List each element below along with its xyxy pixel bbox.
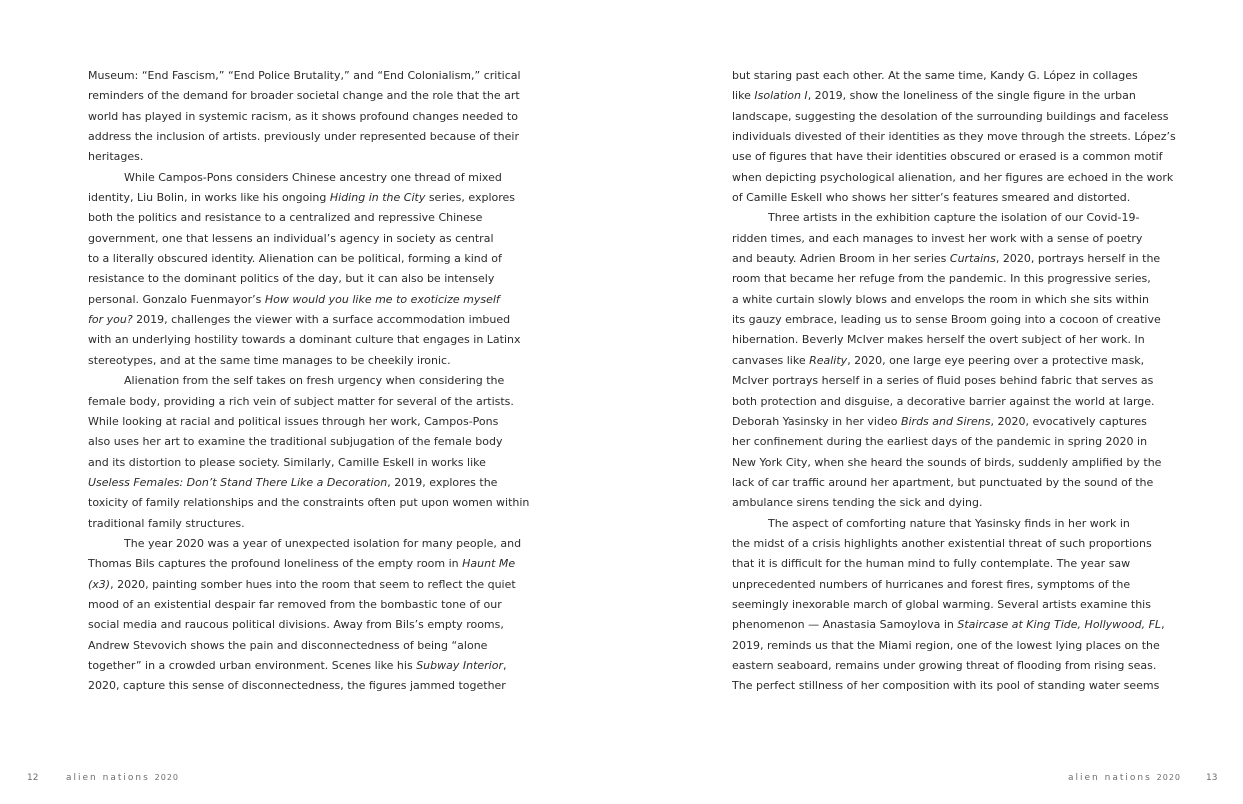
text-line: when depicting psychological alienation, and her figures are echoed in the work — [732, 170, 1174, 184]
text-line: 2020, capture this sense of disconnectedness, the figures jammed together — [88, 679, 506, 693]
text-line: Three artists in the exhibition capture the isolation of our Covid-19- — [768, 211, 1140, 225]
right-page-number: 13 — [1206, 773, 1218, 783]
text-line: ambulance sirens tending the sick and dying. — [732, 496, 983, 510]
text-line: and its distortion to please society. Similarly, Camille Eskell in works like — [88, 455, 486, 469]
text-line: hibernation. Beverly McIver makes herself the overt subject of her work. In — [732, 333, 1145, 347]
text-line: The aspect of comforting nature that Yasinsky finds in her work in — [768, 516, 1130, 530]
text-line: government, one that lessens an individual’s agency in society as central — [88, 231, 494, 245]
text-line: personal. Gonzalo Fuenmayor’s How would you like me to exoticize myself — [88, 292, 500, 306]
text-line: both protection and disguise, a decorative barrier against the world at large. — [732, 394, 1155, 408]
text-line: her confinement during the earliest days of the pandemic in spring 2020 in — [732, 435, 1148, 449]
text-line: The year 2020 was a year of unexpected isolation for many people, and — [124, 536, 522, 550]
text-line: eastern seaboard, remains under growing threat of flooding from rising seas. — [732, 658, 1157, 672]
text-line: seemingly inexorable march of global warming. Several artists examine this — [732, 597, 1151, 611]
text-line: New York City, when she heard the sounds of birds, suddenly amplified by the — [732, 455, 1162, 469]
text-line: stereotypes, and at the same time manages to be cheekily ironic. — [88, 353, 451, 367]
text-line: like Isolation I, 2019, show the loneliness of the single figure in the urban — [732, 89, 1136, 103]
text-line: Useless Females: Don’t Stand There Like a Decoration, 2019, explores the — [88, 475, 498, 489]
text-line: its gauzy embrace, leading us to sense Broom going into a cocoon of creative — [732, 313, 1161, 327]
text-line: ridden times, and each manages to invest her work with a sense of poetry — [732, 231, 1143, 245]
text-line: resistance to the dominant politics of the day, but it can also be intensely — [88, 272, 495, 286]
text-line: phenomenon — Anastasia Samoylova in Staircase at King Tide, Hollywood, FL, — [732, 618, 1165, 632]
text-line: mood of an existential despair far removed from the bombastic tone of our — [88, 597, 502, 611]
text-line: both the politics and resistance to a centralized and repressive Chinese — [88, 211, 483, 225]
text-line: Deborah Yasinsky in her video Birds and Sirens, 2020, evocatively captures — [732, 414, 1147, 428]
text-line: of Camille Eskell who shows her sitter’s features smeared and distorted. — [732, 191, 1131, 205]
text-line: heritages. — [88, 150, 144, 164]
text-line: Museum: “End Fascism,” “End Police Brutality,” and “End Colonialism,” critical — [88, 69, 521, 82]
text-line: room that became her refuge from the pandemic. In this progressive series, — [732, 272, 1151, 286]
text-line: individuals divested of their identities as they move through the streets. López’s — [732, 130, 1176, 144]
right-page — [622, 0, 1243, 804]
text-line: unprecedented numbers of hurricanes and forest fires, symptoms of the — [732, 577, 1131, 591]
left-page-number: 12 — [27, 773, 39, 783]
text-line: toxicity of family relationships and the constraints often put upon women within — [88, 496, 530, 510]
footer-year: 2020 — [1156, 773, 1182, 782]
left-text-column — [88, 66, 530, 697]
text-line: social media and raucous political divisions. Away from Bils’s empty rooms, — [88, 618, 504, 632]
footer-year: 2020 — [154, 773, 180, 782]
text-line: Thomas Bils captures the profound loneliness of the empty room in Haunt Me — [88, 557, 516, 571]
text-line: identity, Liu Bolin, in works like his ongoing Hiding in the City series, explores — [88, 191, 516, 205]
text-line: address the inclusion of artists. previously under represented because of their — [88, 130, 519, 144]
text-line: McIver portrays herself in a series of fluid poses behind fabric that serves as — [732, 374, 1154, 388]
text-line: traditional family structures. — [88, 516, 245, 530]
left-page — [0, 0, 621, 804]
text-line: landscape, suggesting the desolation of the surrounding buildings and faceless — [732, 109, 1169, 123]
text-line: (x3), 2020, painting somber hues into the room that seem to reflect the quiet — [88, 577, 516, 591]
text-line: but staring past each other. At the same time, Kandy G. López in collages — [732, 69, 1138, 82]
text-line: together” in a crowded urban environment. Scenes like his Subway Interior, — [88, 658, 507, 672]
text-line: Alienation from the self takes on fresh urgency when considering the — [124, 374, 505, 388]
left-running-footer — [66, 773, 179, 783]
text-line: with an underlying hostility towards a dominant culture that engages in Latinx — [88, 333, 521, 347]
text-line: The perfect stillness of her composition with its pool of standing water seems — [732, 679, 1160, 693]
text-line: While looking at racial and political issues through her work, Campos-Pons — [88, 414, 499, 428]
text-line: female body, providing a rich vein of subject matter for several of the artists. — [88, 394, 514, 408]
text-line: the midst of a crisis highlights another existential threat of such proportions — [732, 536, 1152, 550]
text-line: for you? 2019, challenges the viewer with a surface accommodation imbued — [88, 313, 511, 327]
text-line: that it is difficult for the human mind to fully contemplate. The year saw — [732, 557, 1131, 571]
right-text-column — [732, 66, 1176, 697]
footer-publication: alien nations — [1068, 773, 1152, 783]
text-line: Andrew Stevovich shows the pain and disconnectedness of being “alone — [88, 638, 488, 652]
text-line: a white curtain slowly blows and envelops the room in which she sits within — [732, 292, 1149, 306]
right-running-footer — [1068, 773, 1181, 783]
text-line: also uses her art to examine the traditional subjugation of the female body — [88, 435, 503, 449]
text-line: world has played in systemic racism, as it shows profound changes needed to — [88, 109, 518, 123]
text-line: reminders of the demand for broader societal change and the role that the art — [88, 89, 520, 103]
text-line: 2019, reminds us that the Miami region, one of the lowest lying places on the — [732, 638, 1160, 652]
text-line: lack of car traffic around her apartment, but punctuated by the sound of the — [732, 475, 1154, 489]
footer-publication: alien nations — [66, 773, 150, 783]
text-line: canvases like Reality, 2020, one large eye peering over a protective mask, — [732, 353, 1145, 367]
text-line: to a literally obscured identity. Alienation can be political, forming a kind of — [88, 252, 502, 266]
text-line: While Campos-Pons considers Chinese ancestry one thread of mixed — [124, 170, 502, 184]
text-line: use of figures that have their identities obscured or erased is a common motif — [732, 150, 1163, 164]
text-line: and beauty. Adrien Broom in her series Curtains, 2020, portrays herself in the — [732, 252, 1161, 266]
